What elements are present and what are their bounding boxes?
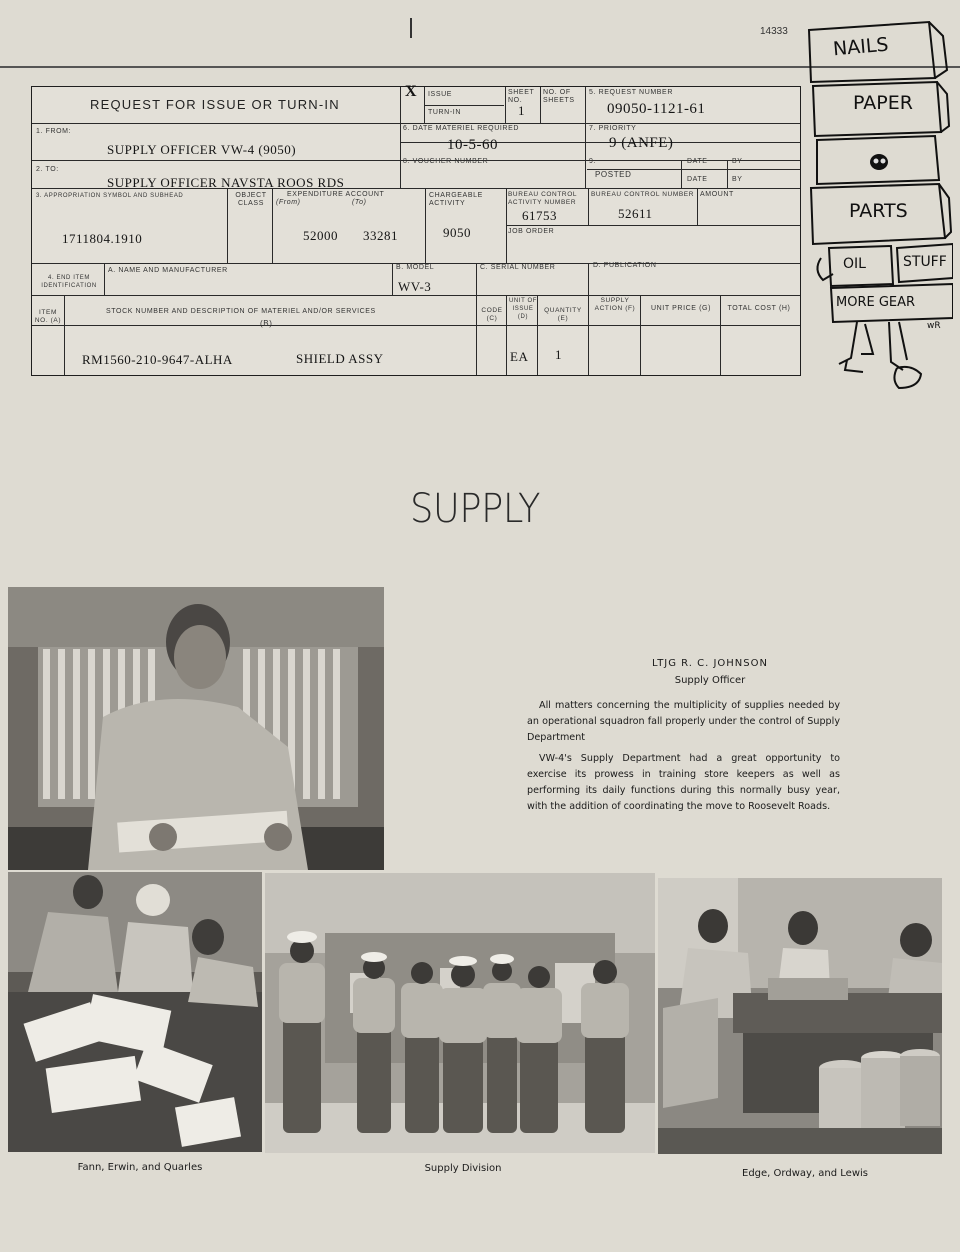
item-no-label: ITEM NO. (A) bbox=[34, 309, 62, 324]
cartoon-box-nails: NAILS bbox=[832, 33, 890, 61]
voucher-number-label: 8. VOUCHER NUMBER bbox=[403, 158, 489, 165]
to-value: SUPPLY OFFICER NAVSTA ROOS RDS bbox=[107, 175, 345, 190]
form-number: 14333 bbox=[760, 26, 788, 37]
priority-value: 9 (ANFE) bbox=[609, 135, 674, 151]
by-label-2: BY bbox=[732, 176, 743, 183]
to-label: 2. TO: bbox=[36, 166, 59, 173]
unit-value: EA bbox=[510, 349, 529, 364]
object-class-label: OBJECT CLASS bbox=[235, 192, 267, 207]
form-title: REQUEST FOR ISSUE OR TURN-IN bbox=[90, 97, 340, 112]
appropriation-label: 3. APPROPRIATION SYMBOL AND SUBHEAD bbox=[36, 193, 184, 199]
bureau-control-activity-label: BUREAU CONTROL ACTIVITY NUMBER bbox=[508, 191, 577, 206]
from-value: SUPPLY OFFICER VW-4 (9050) bbox=[107, 142, 297, 157]
stock-b-label: (B) bbox=[260, 319, 273, 328]
unit-price-label: UNIT PRICE (G) bbox=[651, 305, 711, 312]
caption-supply-division: Supply Division bbox=[424, 1163, 502, 1174]
expenditure-from-value: 52000 bbox=[303, 228, 338, 243]
expenditure-to-label: (To) bbox=[352, 199, 367, 206]
photo-supply-officer bbox=[8, 587, 384, 870]
expenditure-to-value: 33281 bbox=[363, 228, 398, 243]
total-cost-label: TOTAL COST (H) bbox=[727, 305, 791, 312]
model-value: WV-3 bbox=[398, 279, 432, 294]
officer-name: LTJG R. C. JOHNSON bbox=[652, 658, 768, 669]
caption-fann-erwin-quarles: Fann, Erwin, and Quarles bbox=[77, 1162, 203, 1173]
description-value: SHIELD ASSY bbox=[296, 351, 384, 366]
cartoon-signature: wR bbox=[927, 321, 941, 331]
serial-number-label: C. SERIAL NUMBER bbox=[480, 264, 556, 271]
caption-edge-ordway-lewis: Edge, Ordway, and Lewis bbox=[742, 1168, 868, 1179]
officer-role: Supply Officer bbox=[674, 675, 746, 686]
date-label-1: DATE bbox=[687, 158, 708, 165]
sheet-no-value: 1 bbox=[518, 103, 525, 118]
section-headline: SUPPLY bbox=[409, 486, 541, 532]
stock-number-label: STOCK NUMBER AND DESCRIPTION OF MATERIEL AND/OR SERVICES bbox=[106, 308, 376, 315]
name-manufacturer-label: A. NAME AND MANUFACTURER bbox=[108, 267, 228, 274]
date-required-label: 6. DATE MATERIEL REQUIRED bbox=[403, 125, 519, 132]
body-paragraph-1: All matters concerning the multiplicity of supplies needed by an operational squadron fall properly under the control of Supply Department bbox=[527, 700, 840, 743]
publication-label: D. PUBLICATION bbox=[593, 262, 657, 269]
stock-number-value: RM1560-210-9647-ALHA bbox=[82, 352, 233, 367]
bureau-control-number-label: BUREAU CONTROL NUMBER bbox=[591, 191, 695, 198]
date-required-value: 10-5-60 bbox=[447, 137, 498, 153]
photo-supply-division bbox=[265, 873, 655, 1153]
request-number-label: 5. REQUEST NUMBER bbox=[589, 89, 673, 96]
cartoon-box-oil: OIL bbox=[843, 256, 866, 272]
issue-check-mark: X bbox=[405, 83, 418, 100]
quantity-label: QUANTITY (E) bbox=[544, 307, 582, 322]
posting-nine-label: 9. bbox=[589, 158, 597, 165]
body-paragraph-2: VW-4's Supply Department had a great opportunity to exercise its prowess in training store keepers as well as performing its daily functions during this normally busy year, with the addition of coordinating the move to Roosevelt Roads. bbox=[527, 753, 840, 812]
cartoon-box-parts: PARTS bbox=[849, 200, 908, 222]
quantity-value: 1 bbox=[555, 347, 562, 362]
posted-label: POSTED bbox=[595, 170, 632, 179]
requisition-form bbox=[31, 83, 801, 376]
from-label: 1. FROM: bbox=[36, 128, 72, 135]
code-label: CODE (C) bbox=[481, 307, 503, 322]
bureau-control-number-value: 52611 bbox=[618, 206, 653, 221]
amount-label: AMOUNT bbox=[700, 191, 734, 198]
turn-in-label: TURN-IN bbox=[428, 109, 461, 116]
page-binding-mark bbox=[410, 18, 412, 38]
cartoon-box-stuff: STUFF bbox=[903, 254, 947, 270]
chargeable-activity-label: CHARGEABLE ACTIVITY bbox=[429, 192, 483, 207]
expenditure-from-label: (From) bbox=[276, 199, 301, 206]
request-number-value: 09050-1121-61 bbox=[607, 101, 706, 117]
date-label-2: DATE bbox=[687, 176, 708, 183]
issue-label: ISSUE bbox=[428, 91, 453, 98]
by-label-1: BY bbox=[732, 158, 743, 165]
job-order-label: JOB ORDER bbox=[508, 228, 555, 235]
bureau-control-activity-value: 61753 bbox=[522, 208, 557, 223]
sheet-no-label: SHEET NO. bbox=[508, 89, 535, 104]
priority-label: 7. PRIORITY bbox=[589, 125, 637, 132]
cartoon-box-more-gear: MORE GEAR bbox=[836, 295, 916, 310]
cartoon-box-paper: PAPER bbox=[853, 92, 913, 114]
chargeable-activity-value: 9050 bbox=[443, 225, 471, 240]
supply-action-label: SUPPLY ACTION (F) bbox=[594, 297, 636, 312]
photo-edge-ordway-lewis bbox=[658, 878, 942, 1154]
end-item-label: 4. END ITEM IDENTIFICATION bbox=[41, 275, 97, 289]
cartoon-box-carrier bbox=[803, 8, 953, 396]
unit-of-issue-label: UNIT OF ISSUE (D) bbox=[508, 298, 538, 320]
no-of-sheets-label: NO. OF SHEETS bbox=[543, 89, 575, 104]
photo-fann-erwin-quarles bbox=[8, 872, 262, 1152]
expenditure-account-label: EXPENDITURE ACCOUNT bbox=[287, 191, 385, 198]
model-label: B. MODEL bbox=[396, 264, 435, 271]
appropriation-value: 1711804.1910 bbox=[62, 231, 143, 246]
